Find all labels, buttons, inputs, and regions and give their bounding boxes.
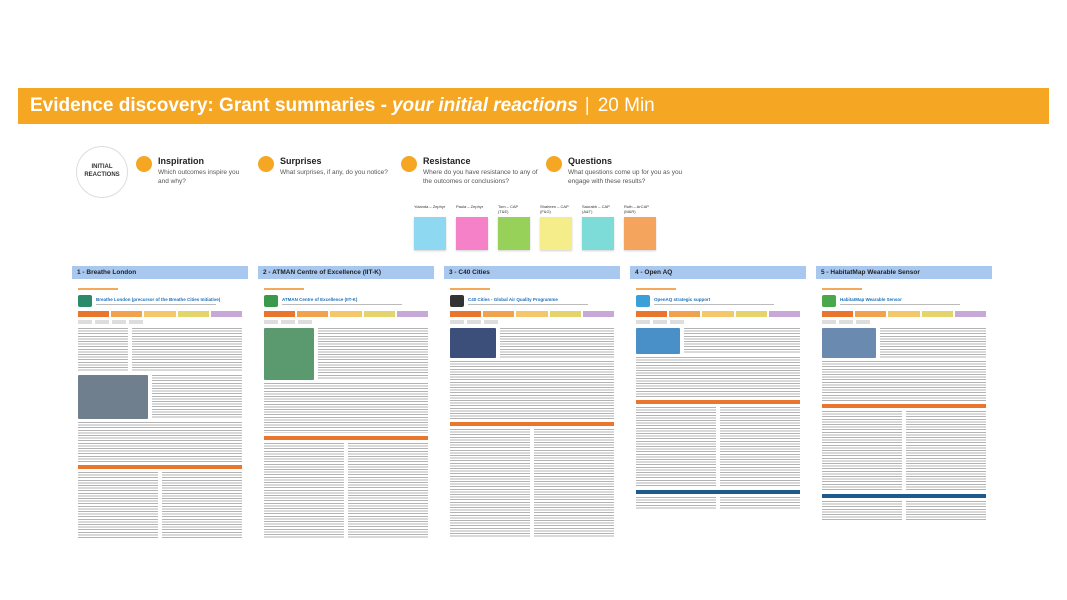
slide-title: Evidence discovery: Grant summaries - (30, 95, 387, 116)
doc-category-label (822, 288, 862, 290)
doc-subtitle (654, 304, 774, 306)
prompt-description: Where do you have resistance to any of the outcomes or conclusions? (423, 169, 538, 186)
doc-title: HabitatMap Wearable Sensor (840, 296, 902, 302)
doc-photo (636, 328, 680, 354)
sticky-note[interactable] (498, 217, 530, 250)
doc-meta-chips (78, 320, 242, 324)
grant-summary-document[interactable] (636, 288, 800, 538)
doc-category-label (450, 288, 490, 290)
sticky-label: Yolanda – Zephyr (414, 204, 446, 209)
slide-title-emphasis: your initial reactions (391, 95, 578, 116)
sticky-note[interactable] (414, 217, 446, 250)
sticky-label: Tom – CAP (T&E) (498, 204, 519, 215)
prompt-description: What questions come up for you as you engage with these results? (568, 169, 683, 186)
doc-photo (450, 328, 496, 358)
prompt-resistance (401, 156, 538, 186)
grant-summary-document[interactable] (264, 288, 428, 538)
prompt-surprises (258, 156, 388, 177)
orange-dot-icon (258, 156, 274, 172)
doc-subtitle (468, 304, 588, 306)
doc-section-bar (450, 422, 614, 426)
orange-dot-icon (546, 156, 562, 172)
doc-outcome-tabs (450, 311, 614, 317)
doc-meta-chips (822, 320, 986, 324)
sticky-note[interactable] (582, 217, 614, 250)
doc-photo (822, 328, 876, 358)
doc-outcome-tabs (264, 311, 428, 317)
prompt-title: Inspiration (158, 156, 205, 166)
doc-meta-chips (264, 320, 428, 324)
doc-subtitle (96, 304, 216, 306)
org-logo-icon (636, 295, 650, 307)
doc-title: Breathe London (precursor of the Breathe Cities Initiative) (96, 296, 221, 302)
doc-outcome-tabs (78, 311, 242, 317)
doc-title: OpenAQ strategic support (654, 296, 711, 302)
slide-title-banner (18, 88, 1049, 124)
prompt-title: Surprises (280, 156, 322, 166)
prompt-inspiration (136, 156, 239, 186)
sticky-label: Ruth – ArCAP (M&R) (624, 204, 649, 215)
prompt-description: What surprises, if any, do you notice? (280, 169, 388, 176)
doc-section-bar (822, 494, 986, 498)
grant-summary-document[interactable] (78, 288, 242, 538)
doc-category-label (264, 288, 304, 290)
doc-photo (264, 328, 314, 380)
column-header-breathe-london: 1 - Breathe London (72, 266, 248, 279)
doc-category-label (78, 288, 118, 290)
doc-photo (78, 375, 148, 419)
doc-category-label (636, 288, 676, 290)
column-header-openaq: 4 - Open AQ (630, 266, 806, 279)
column-header-c40: 3 - C40 Cities (444, 266, 620, 279)
doc-subtitle (282, 304, 402, 306)
org-logo-icon (78, 295, 92, 307)
prompt-questions (546, 156, 682, 186)
doc-meta-chips (450, 320, 614, 324)
initial-reactions-label: INITIAL REACTIONS (84, 164, 120, 178)
orange-dot-icon (401, 156, 417, 172)
orange-dot-icon (136, 156, 152, 172)
doc-section-bar (636, 490, 800, 494)
column-header-atman: 2 - ATMAN Centre of Excellence (IIT-K) (258, 266, 434, 279)
sticky-note[interactable] (456, 217, 488, 250)
sticky-note[interactable] (624, 217, 656, 250)
sticky-label: Saurabh – CAP (A&T) (582, 204, 610, 215)
doc-section-bar (636, 400, 800, 404)
prompt-title: Resistance (423, 156, 471, 166)
sticky-note[interactable] (540, 217, 572, 250)
doc-meta-chips (636, 320, 800, 324)
doc-outcome-tabs (636, 311, 800, 317)
sticky-label: Shaheen – CAP (F&G) (540, 204, 569, 215)
doc-section-bar (264, 436, 428, 440)
org-logo-icon (450, 295, 464, 307)
doc-section-bar (822, 404, 986, 408)
grant-summary-document[interactable] (450, 288, 614, 538)
doc-subtitle (840, 304, 960, 306)
doc-title: C40 Cities - Global Air Quality Programme (468, 296, 558, 302)
initial-reactions-badge (76, 146, 128, 198)
org-logo-icon (264, 295, 278, 307)
prompt-description: Which outcomes inspire you and why? (158, 169, 240, 186)
doc-outcome-tabs (822, 311, 986, 317)
grant-summary-document[interactable] (822, 288, 986, 538)
duration-label: 20 Min (597, 95, 655, 116)
column-header-habitatmap: 5 - HabitatMap Wearable Sensor (816, 266, 992, 279)
prompt-title: Questions (568, 156, 613, 166)
title-separator: | (584, 95, 590, 116)
doc-title: ATMAN Centre of Excellence (IIT-K) (282, 296, 358, 302)
sticky-label: Paula – Zephyr (456, 204, 484, 209)
doc-section-bar (78, 465, 242, 469)
org-logo-icon (822, 295, 836, 307)
